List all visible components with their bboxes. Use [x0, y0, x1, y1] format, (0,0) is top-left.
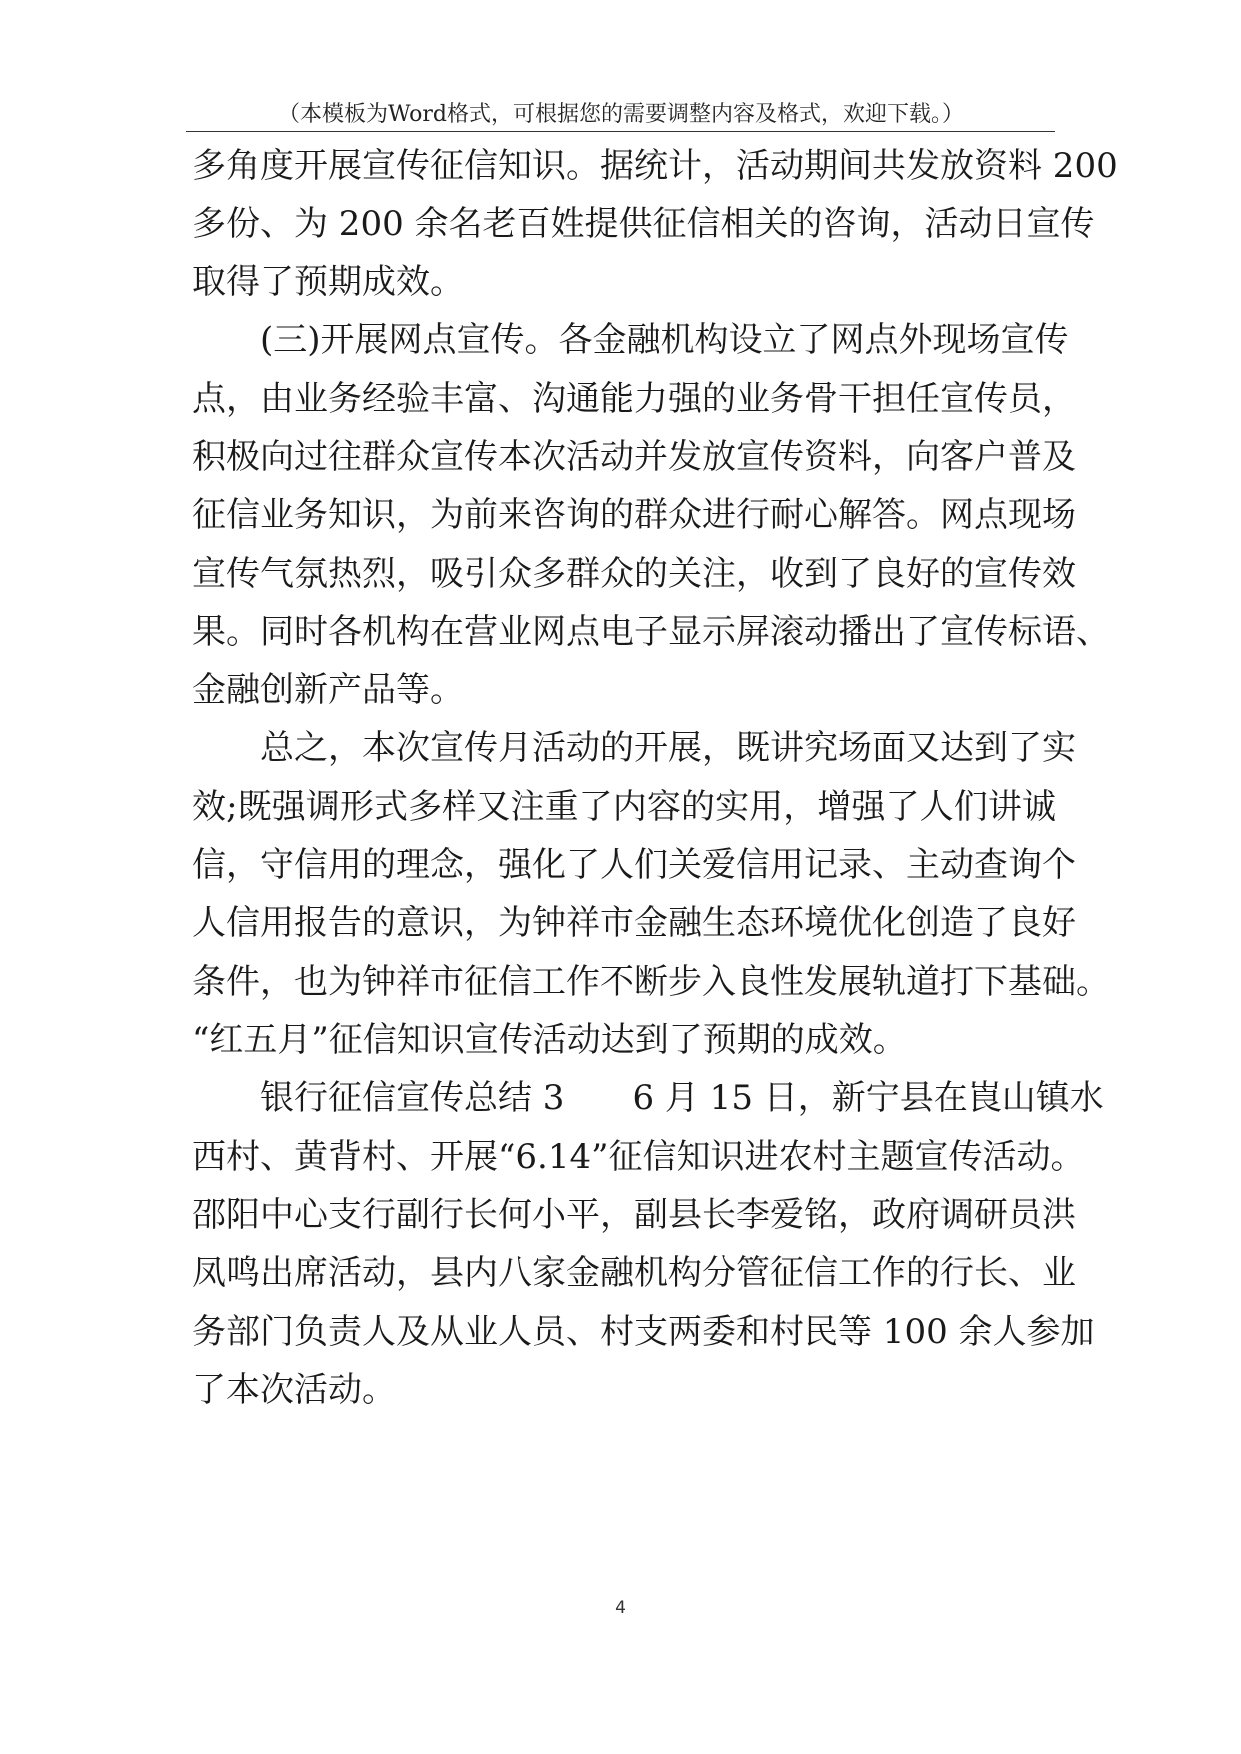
paragraph-first-line: (三)开展网点宣传。各金融机构设立了网点外现场宣传 — [260, 320, 1069, 360]
body-line: “红五月”征信知识宣传活动达到了预期的成效。 — [192, 1020, 907, 1060]
body-line: 凤鸣出席活动，县内八家金融机构分管征信工作的行长、业 — [192, 1253, 1076, 1293]
body-line: 人信用报告的意识，为钟祥市金融生态环境优化创造了良好 — [192, 903, 1076, 943]
body-line: 信，守信用的理念，强化了人们关爱信用记录、主动查询个 — [192, 845, 1076, 885]
header-divider — [186, 131, 1055, 132]
body-line: 果。同时各机构在营业网点电子显示屏滚动播出了宣传标语、 — [192, 612, 1110, 652]
body-line: 了本次活动。 — [192, 1370, 396, 1410]
body-line: 务部门负责人及从业人员、村支两委和村民等 100 余人参加 — [192, 1312, 1095, 1352]
body-line: 征信业务知识，为前来咨询的群众进行耐心解答。网点现场 — [192, 495, 1076, 535]
body-line: 条件，也为钟祥市征信工作不断步入良性发展轨道打下基础。 — [192, 962, 1110, 1002]
body-line: 取得了预期成效。 — [192, 262, 464, 302]
page-number: 4 — [615, 1598, 626, 1618]
body-line: 多角度开展宣传征信知识。据统计，活动期间共发放资料 200 — [192, 146, 1118, 186]
paragraph-first-line: 银行征信宣传总结 3 6 月 15 日，新宁县在崀山镇水 — [260, 1078, 1104, 1118]
body-line: 积极向过往群众宣传本次活动并发放宣传资料，向客户普及 — [192, 437, 1076, 477]
body-line: 点，由业务经验丰富、沟通能力强的业务骨干担任宣传员， — [192, 379, 1076, 419]
body-line: 多份、为 200 余名老百姓提供征信相关的咨询，活动日宣传 — [192, 204, 1095, 244]
body-line: 邵阳中心支行副行长何小平，副县长李爱铭，政府调研员洪 — [192, 1195, 1076, 1235]
paragraph-first-line: 总之，本次宣传月活动的开展，既讲究场面又达到了实 — [260, 728, 1076, 768]
body-line: 金融创新产品等。 — [192, 670, 464, 710]
body-line: 效;既强调形式多样又注重了内容的实用，增强了人们讲诚 — [192, 787, 1056, 827]
page-header: （本模板为Word格式，可根据您的需要调整内容及格式，欢迎下载。） — [278, 102, 964, 127]
body-line: 宣传气氛热烈，吸引众多群众的关注，收到了良好的宣传效 — [192, 554, 1076, 594]
body-line: 西村、黄背村、开展“6.14”征信知识进农村主题宣传活动。 — [192, 1137, 1085, 1177]
